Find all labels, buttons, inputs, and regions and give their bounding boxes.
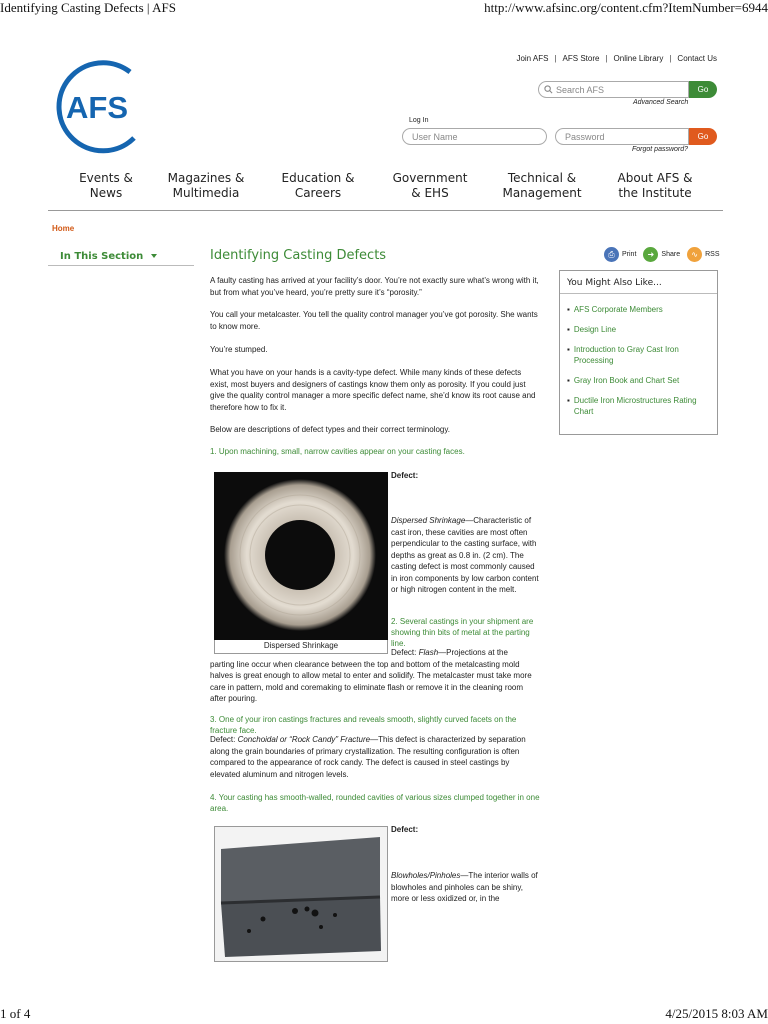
- print-icon[interactable]: ⎙: [604, 247, 619, 262]
- nav-label-line2: News: [89, 186, 123, 200]
- share-icon[interactable]: ➜: [643, 247, 658, 262]
- breadcrumb-home[interactable]: Home: [52, 224, 75, 233]
- nav-label-line2: & EHS: [411, 186, 449, 200]
- caret-down-icon: [151, 254, 157, 258]
- defect-description: [210, 734, 540, 780]
- share-bar: [604, 247, 727, 262]
- nav-label-line2: the Institute: [618, 186, 692, 200]
- defect-label: Defect:: [391, 825, 419, 834]
- nav-about-afs[interactable]: [598, 171, 712, 201]
- print-link[interactable]: Print: [622, 251, 637, 258]
- dispersed-shrinkage-photo: [214, 472, 388, 640]
- nav-label-line1: Technical &: [507, 171, 577, 185]
- related-links-box: [559, 270, 718, 435]
- afs-logo[interactable]: [52, 58, 146, 158]
- nav-label-line1: Government: [392, 171, 468, 185]
- defect-text: parting line occur when clearance between the top and bottom of the metalcasting mold halves is great enough to allow metal to enter and solidify. The metalcaster must take more care in pattern, mold and coremaking to eliminate flash or remove it in the cleaning room after pouring.: [210, 659, 532, 703]
- bullet: ▪: [567, 376, 570, 385]
- share-link[interactable]: Share: [661, 251, 681, 258]
- section-3-heading: 3. One of your iron castings fractures and reveals smooth, slightly curved facets on the fracture face.: [210, 715, 517, 735]
- defect-label: Defect:: [391, 648, 419, 657]
- defect-name: Conchoidal or “Rock Candy” Fracture: [237, 735, 371, 744]
- nav-technical-management[interactable]: [486, 171, 598, 201]
- print-header-title: Identifying Casting Defects | AFS: [0, 0, 176, 15]
- nav-magazines-multimedia[interactable]: [150, 171, 262, 201]
- blowholes-photo: [214, 826, 388, 962]
- image-caption: Dispersed Shrinkage: [263, 641, 339, 650]
- nav-label-line1: Education &: [281, 171, 355, 185]
- online-library-link[interactable]: Online Library: [613, 54, 664, 63]
- sidebar-divider: [48, 265, 194, 266]
- nav-label-line2: Careers: [294, 186, 342, 200]
- link-separator: |: [669, 54, 672, 63]
- print-header-url: http://www.afsinc.org/content.cfm?ItemNumber=6944: [484, 0, 768, 15]
- logo-text: AFS: [66, 90, 128, 125]
- related-link-label: Ductile Iron Microstructures Rating Chart: [573, 396, 697, 416]
- defect-text: —The interior walls of blowholes and pinholes can be shiny, more or less oxidized or, in the: [391, 871, 538, 903]
- login-go-button[interactable]: Go: [689, 128, 717, 145]
- related-link[interactable]: [567, 304, 712, 315]
- defect-name: Dispersed Shrinkage: [391, 516, 466, 525]
- defect-label: Defect:: [210, 735, 238, 744]
- related-links-list: [567, 304, 712, 426]
- bullet: ▪: [567, 345, 570, 354]
- bullet: ▪: [567, 396, 570, 405]
- related-link-label: Design Line: [573, 325, 617, 334]
- defect-text: —This defect is characterized by separation along the grain boundaries of primary crystallization. The resulting configuration is often compared to the appearance of rock candy. The defect is caused in steel castings by elevated aluminum and nitrogen levels.: [210, 735, 526, 779]
- related-links-divider: [560, 293, 717, 294]
- article-paragraph: You call your metalcaster. You tell the quality control manager you’ve got porosity. She wants to know more.: [210, 310, 538, 331]
- print-footer-datetime: 4/25/2015 8:03 AM: [665, 1006, 768, 1021]
- advanced-search-link[interactable]: Advanced Search: [633, 99, 689, 106]
- join-afs-link[interactable]: Join AFS: [516, 54, 549, 63]
- login-label: Log In: [409, 117, 429, 124]
- nav-divider: [48, 210, 723, 211]
- related-link-label: Introduction to Gray Cast Iron Processing: [573, 345, 679, 365]
- article-paragraph: What you have on your hands is a cavity-type defect. While many kinds of these defects exist, most buyers and designers of castings know them only as porosity. If you could just give the quality control manager a more specific defect name, she’d know its root cause and therefore how to fix it.: [210, 368, 536, 412]
- section-2-heading: 2. Several castings in your shipment are showing thin bits of metal at the parting line.: [391, 617, 534, 648]
- defect-description: [391, 515, 541, 596]
- username-field[interactable]: [402, 128, 547, 145]
- defect-name: Flash: [418, 648, 439, 657]
- defect-text: —Characteristic of cast iron, these cavities are most often perpendicular to the casting surface, with depths as great as 0.8 in. (2 cm). The casting defect is most commonly caused in iron components by low carbon content or high nitrogen content in the melt.: [391, 516, 539, 594]
- defect-name: Blowholes/Pinholes: [391, 871, 461, 880]
- forgot-password-link[interactable]: Forgot password?: [632, 146, 689, 153]
- section-4-heading: 4. Your casting has smooth-walled, rounded cavities of various sizes clumped together in one area.: [210, 793, 540, 813]
- afs-store-link[interactable]: AFS Store: [562, 54, 600, 63]
- nav-label-line1: Magazines &: [167, 171, 245, 185]
- link-separator: |: [605, 54, 608, 63]
- contact-us-link[interactable]: Contact Us: [677, 54, 717, 63]
- related-link[interactable]: [567, 395, 712, 417]
- nav-label-line1: Events &: [79, 171, 133, 185]
- nav-label-line2: Management: [502, 186, 582, 200]
- rss-link[interactable]: RSS: [705, 251, 720, 258]
- related-link[interactable]: [567, 344, 712, 366]
- defect-first-line: [210, 647, 540, 659]
- article-paragraph: You’re stumped.: [210, 345, 268, 354]
- search-icon: [544, 85, 553, 94]
- related-links-title: You Might Also Like...: [567, 278, 662, 288]
- related-link[interactable]: [567, 375, 712, 386]
- section-1-heading: 1. Upon machining, small, narrow cavities appear on your casting faces.: [210, 447, 465, 456]
- in-this-section-toggle[interactable]: [60, 251, 157, 262]
- bullet: ▪: [567, 305, 570, 314]
- related-link-label: Gray Iron Book and Chart Set: [573, 376, 680, 385]
- link-separator: |: [554, 54, 557, 63]
- bullet: ▪: [567, 325, 570, 334]
- nav-label-line1: About AFS &: [617, 171, 693, 185]
- defect-label: Defect:: [391, 471, 419, 480]
- nav-events-news[interactable]: [62, 171, 150, 201]
- article-paragraph: A faulty casting has arrived at your facility’s door. You’re not exactly sure what’s wrong with it, but from what you’ve heard, you’re pretty sure it’s “porosity.”: [210, 276, 539, 297]
- password-field[interactable]: [555, 128, 689, 145]
- password-input[interactable]: [565, 132, 675, 142]
- search-field[interactable]: [538, 81, 689, 98]
- related-link[interactable]: [567, 324, 712, 335]
- in-this-section-label: In This Section: [60, 251, 144, 262]
- defect-description: [210, 647, 540, 705]
- search-go-button[interactable]: Go: [689, 81, 717, 98]
- rss-icon[interactable]: ∿: [687, 247, 702, 262]
- related-link-label: AFS Corporate Members: [573, 305, 663, 314]
- nav-label-line2: Multimedia: [172, 186, 240, 200]
- print-footer-page: 1 of 4: [0, 1006, 31, 1021]
- username-input[interactable]: [412, 132, 522, 142]
- defect-description: [391, 870, 541, 905]
- page-title: Identifying Casting Defects: [210, 248, 387, 263]
- article-paragraph: Below are descriptions of defect types and their correct terminology.: [210, 425, 450, 434]
- defect-text: —Projections at the: [438, 648, 508, 657]
- main-nav: [62, 171, 712, 201]
- utility-links: [516, 54, 717, 63]
- nav-education-careers[interactable]: [262, 171, 374, 201]
- nav-government-ehs[interactable]: [374, 171, 486, 201]
- search-input[interactable]: [556, 85, 676, 95]
